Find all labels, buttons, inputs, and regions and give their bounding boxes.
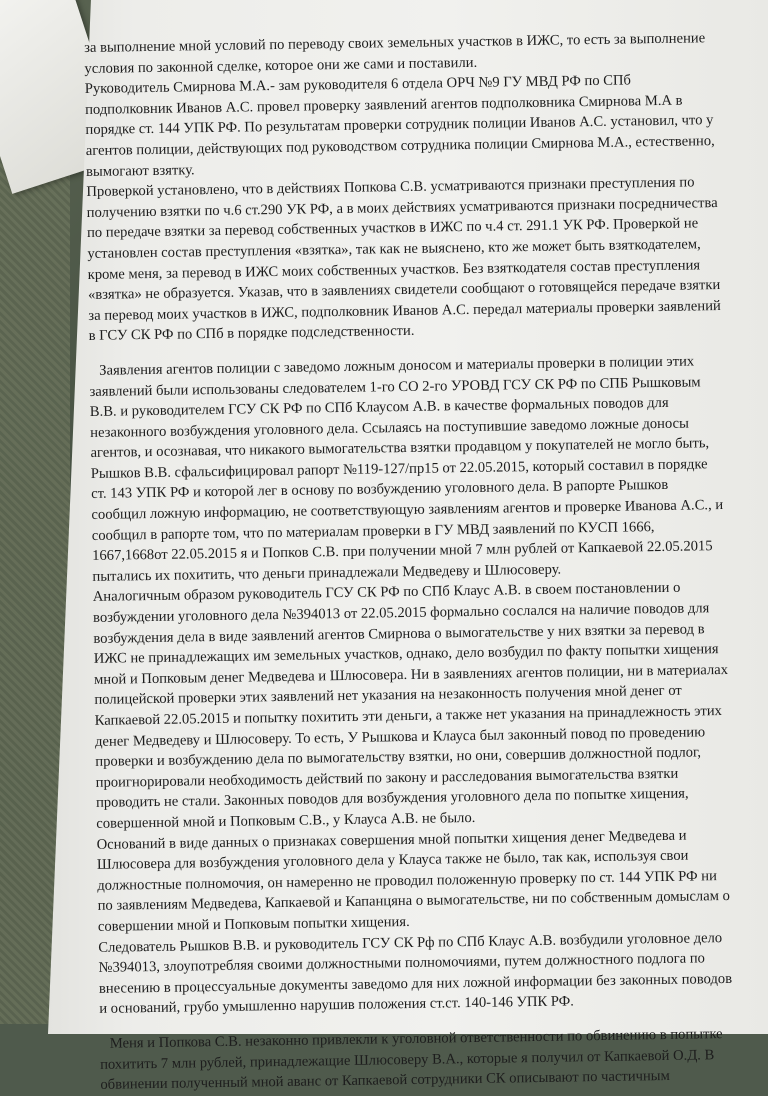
text-line: агентов, и осознавая, что никакого вымогательства взятки продавцом у покупателей не могло быть, bbox=[90, 435, 710, 462]
text-line: должностные полномочия, он намеренно не проводил положенную проверку по ст. 144 УПК РФ ни bbox=[97, 867, 717, 894]
paragraph-block-2 bbox=[89, 351, 749, 1020]
text-line: Аналогичным образом руководитель ГСУ СК РФ по СПб Клаус А.В. в своем постановлении о bbox=[92, 580, 681, 606]
text-line: В.В. и руководителем ГСУ СК РФ по СПб Клаусом А.В. в качестве формальных поводов для bbox=[89, 394, 669, 421]
text-line: условия по законной сделке, которое они же сами и поставили. bbox=[84, 54, 478, 77]
text-line: ст. 143 УПК РФ и которой лег в основу по возбуждению уголовного дела. В рапорте Рышков bbox=[91, 477, 669, 503]
text-line: Оснований в виде данных о признаках совершения мной попытки хищения денег Медведева и bbox=[96, 827, 687, 853]
text-line: мной и Попковым денег Медведева и Шлюсовера. Ни в заявлениях агентов полиции, ни в материалах bbox=[93, 661, 729, 688]
text-line: Проверкой установлено, что в действиях Попкова С.В. усматриваются признаки преступления по bbox=[86, 174, 695, 201]
text-line: проводить не стали. Законных поводов для возбуждения уголовного дела по попытке хищения, bbox=[95, 785, 689, 812]
text-line: совершении мной и Попковым попытки хищения. bbox=[97, 913, 410, 935]
text-line: по заявлениям Медведева, Капкаевой и Капанцяна о вымогательстве, ни по собственным домыслам о bbox=[97, 888, 730, 915]
text-line: обвинении полученный мной аванс от Капкаевой сотрудники СК описывают по частичным bbox=[100, 1068, 670, 1093]
text-line: и оснований, грубо умышленно нарушив положения ст.ст. 140-146 УПК РФ. bbox=[99, 993, 575, 1018]
text-line: Следователь Рышков В.В. и руководитель ГСУ СК Рф по СПб Клаус А.В. возбудили уголовное дело bbox=[98, 929, 723, 956]
text-line: незаконного возбуждения уголовного дела. Ссылаясь на поступившие заведомо ложные доносы bbox=[90, 415, 689, 441]
paragraph-block-3 bbox=[100, 1024, 751, 1096]
text-line: Капкаевой 22.05.2015 и попытку похитить эти деньги, а также нет указания на принадлежность этих bbox=[94, 703, 723, 729]
text-line: похитить 7 млн рублей, принадлежащие Шлюсоверу В.А., которые я получил от Капкаевой О.Д. В bbox=[99, 1046, 715, 1073]
text-line: в ГСУ СК РФ по СПб в порядке подследственности. bbox=[88, 323, 415, 345]
text-line: за выполнение мной условий по переводу своих земельных участков в ИЖС, то есть за выполнение bbox=[84, 30, 706, 56]
text-line: Руководитель Смирнова М.А.- зам руководителя 6 отдела ОРЧ №9 ГУ МВД РФ по СПб bbox=[84, 72, 632, 98]
text-line: Шлюсовера для возбуждения уголовного дела у Клауса также не было, так как, используя свои bbox=[96, 847, 689, 874]
text-line: 1667,1668от 22.05.2015 я и Попков С.В. при получении мной 7 млн рублей от Капкаевой 22.05.2015 bbox=[92, 538, 713, 565]
text-line: получению взятки по ч.6 ст.290 УК РФ, а в моих действиях усматриваются признаки посредничества bbox=[86, 194, 718, 221]
text-line: Заявления агентов полиции с заведомо ложным доносом и материалы проверки в полиции этих bbox=[99, 353, 695, 379]
text-line: совершенной мной и Попковым С.В., у Клауса А.В. не было. bbox=[96, 809, 476, 832]
text-line: сообщил ложную информацию, не соответствующую заявлениям агентов и проверке Иванова А.С., и bbox=[91, 497, 724, 524]
text-line: ИЖС не принадлежащих им земельных участков, однако, дело возбудил по факту попытки хищения bbox=[93, 641, 719, 668]
text-line: подполковник Иванов А.С. провел проверку заявлений агентов подполковника Смирнова М.А в bbox=[85, 92, 683, 118]
text-line: денег Медведеву и Шлюсоверу. То есть, У Рышкова и Клауса был законный повод по проведению bbox=[94, 723, 706, 750]
text-line: порядке ст. 144 УПК РФ. По результатам проверки сотрудник полиции Иванов А.С. установил, что у bbox=[85, 112, 714, 139]
text-line: «взятка» не образуется. Указав, что в заявлениях свидетели сообщают о готовящейся передаче взятки bbox=[87, 277, 721, 304]
text-line: установлен состав преступления «взятка», так как не выяснено, кто же может быть взяткодателем, bbox=[87, 236, 701, 262]
text-line: проверки и возбуждению дела по вымогательству взятки, но они, совершив должностной подлог, bbox=[95, 744, 702, 771]
text-line: за перевод моих участков в ИЖС, подполковник Иванов А.С. передал материалы проверки заявлений bbox=[88, 297, 721, 324]
text-line: пытались их похитить, что деньги принадлежали Медведеву и Шлюсоверу. bbox=[92, 561, 562, 585]
text-line: возбуждении уголовного дела №394013 от 22.05.2015 формально сослался на наличие поводов для bbox=[92, 600, 710, 626]
text-line: внесению в процессуальные документы заведомо для них ложной информации без законных поводов bbox=[98, 970, 733, 997]
text-line: вымогают взятку. bbox=[85, 161, 195, 180]
text-line: агентов полиции, действующих под руководством сотрудника полиции Смирнова М.А., естественно, bbox=[85, 133, 715, 159]
text-line: кроме меня, за перевод в ИЖС моих собственных участков. Без взяткодателя состав преступления bbox=[87, 256, 701, 283]
text-line: №394013, злоупотребляя своими должностными полномочиями, путем должностного подлога по bbox=[98, 950, 706, 977]
paragraph-block-1 bbox=[84, 28, 739, 347]
text-line: сообщил в рапорте том, что по материалам проверки в ГУ МВД заявлений по КУСП 1666, bbox=[91, 518, 655, 544]
text-line: полицейской проверки этих заявлений нет указания на незаконность получения мной денег от bbox=[94, 683, 682, 709]
text-line: заявлений были использованы следователем 1-го СО 2-го УРОВД ГСУ СК РФ по СПБ Рышковым bbox=[89, 373, 701, 400]
text-line: возбуждения дела в виде заявлений агентов Смирнова о вымогательстве у них взятки за перевод в bbox=[93, 620, 705, 647]
text-line: по передаче взятки за перевод собственных участков в ИЖС по ч.4 ст. 291.1 УК РФ. Проверкой не bbox=[86, 215, 699, 242]
text-line: Рышков В.В. сфальсифицировал рапорт №119-127/пр15 от 22.05.2015, который составил в порядке bbox=[90, 456, 708, 482]
document-text bbox=[84, 28, 751, 1096]
text-line: Меня и Попкова С.В. незаконно привлекли к уголовной ответственности по обвинению в попытке bbox=[109, 1025, 723, 1052]
text-line: проигнорировали необходимость действий по закону и расследования вымогательства взятки bbox=[95, 765, 679, 791]
